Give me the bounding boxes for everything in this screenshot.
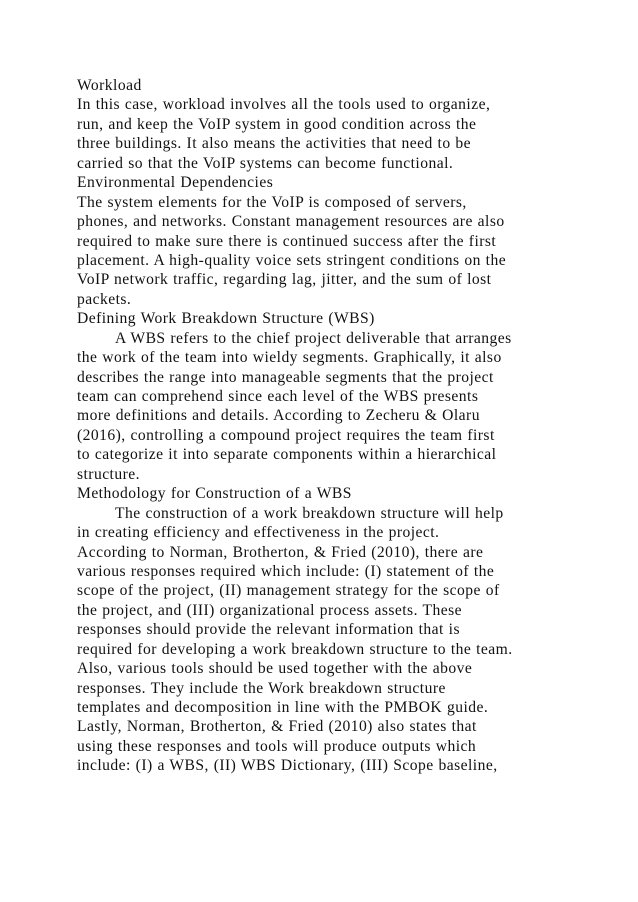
text-line: Lastly, Norman, Brotherton, & Fried (2010) also states that [77,718,477,736]
text-line: According to Norman, Brotherton, & Fried (2010), there are [77,543,484,561]
text-line: various responses required which include: (I) statement of the [77,562,495,580]
text-line: required for developing a work breakdown structure to the team. [77,640,513,658]
text-line: using these responses and tools will produce outputs which [77,737,477,755]
text-line: Also, various tools should be used together with the above [77,660,473,678]
text-line: include: (I) a WBS, (II) WBS Dictionary, (III) Scope baseline, [77,757,498,775]
section-heading: Defining Work Breakdown Structure (WBS) [77,310,375,328]
text-line: responses. They include the Work breakdown structure [77,679,446,697]
text-line: responses should provide the relevant information that is [77,621,460,639]
text-line: scope of the project, (II) management strategy for the scope of [77,582,500,600]
text-line: the work of the team into wieldy segments. Graphically, it also [77,349,502,367]
text-line: to categorize it into separate components within a hierarchical [77,446,497,464]
text-line: A WBS refers to the chief project deliverable that arranges [115,329,512,347]
text-line: team can comprehend since each level of the WBS presents [77,388,479,405]
text-line: the project, and (III) organizational process assets. These [77,601,462,619]
text-line: required to make sure there is continued success after the first [77,232,497,250]
text-line: structure. [77,465,140,483]
text-line: The system elements for the VoIP is composed of servers, [77,193,467,211]
section-heading: Methodology for Construction of a WBS [77,485,352,503]
section-heading: Workload [77,77,142,94]
text-line: placement. A high-quality voice sets stringent conditions on the [77,251,507,269]
text-line: run, and keep the VoIP system in good condition across the [77,115,477,133]
text-line: more definitions and details. According to Zecheru & Olaru [77,407,480,425]
text-line: three buildings. It also means the activities that need to be [77,135,472,153]
section-heading: Environmental Dependencies [77,174,274,192]
text-line: describes the range into manageable segments that the project [77,368,494,386]
text-line: templates and decomposition in line with the PMBOK guide. [77,699,489,716]
text-line: in creating efficiency and effectiveness in the project. [77,524,440,542]
text-line: carried so that the VoIP systems can become functional. [77,154,454,172]
text-line: phones, and networks. Constant management resources are also [77,213,505,231]
document-page [77,76,627,776]
text-line: VoIP network traffic, regarding lag, jitter, and the sum of lost [77,271,492,289]
text-line: The construction of a work breakdown structure will help [115,504,504,522]
text-line: In this case, workload involves all the tools used to organize, [77,96,491,114]
text-line: (2016), controlling a compound project requires the team first [77,426,495,444]
text-line: packets. [77,290,132,308]
